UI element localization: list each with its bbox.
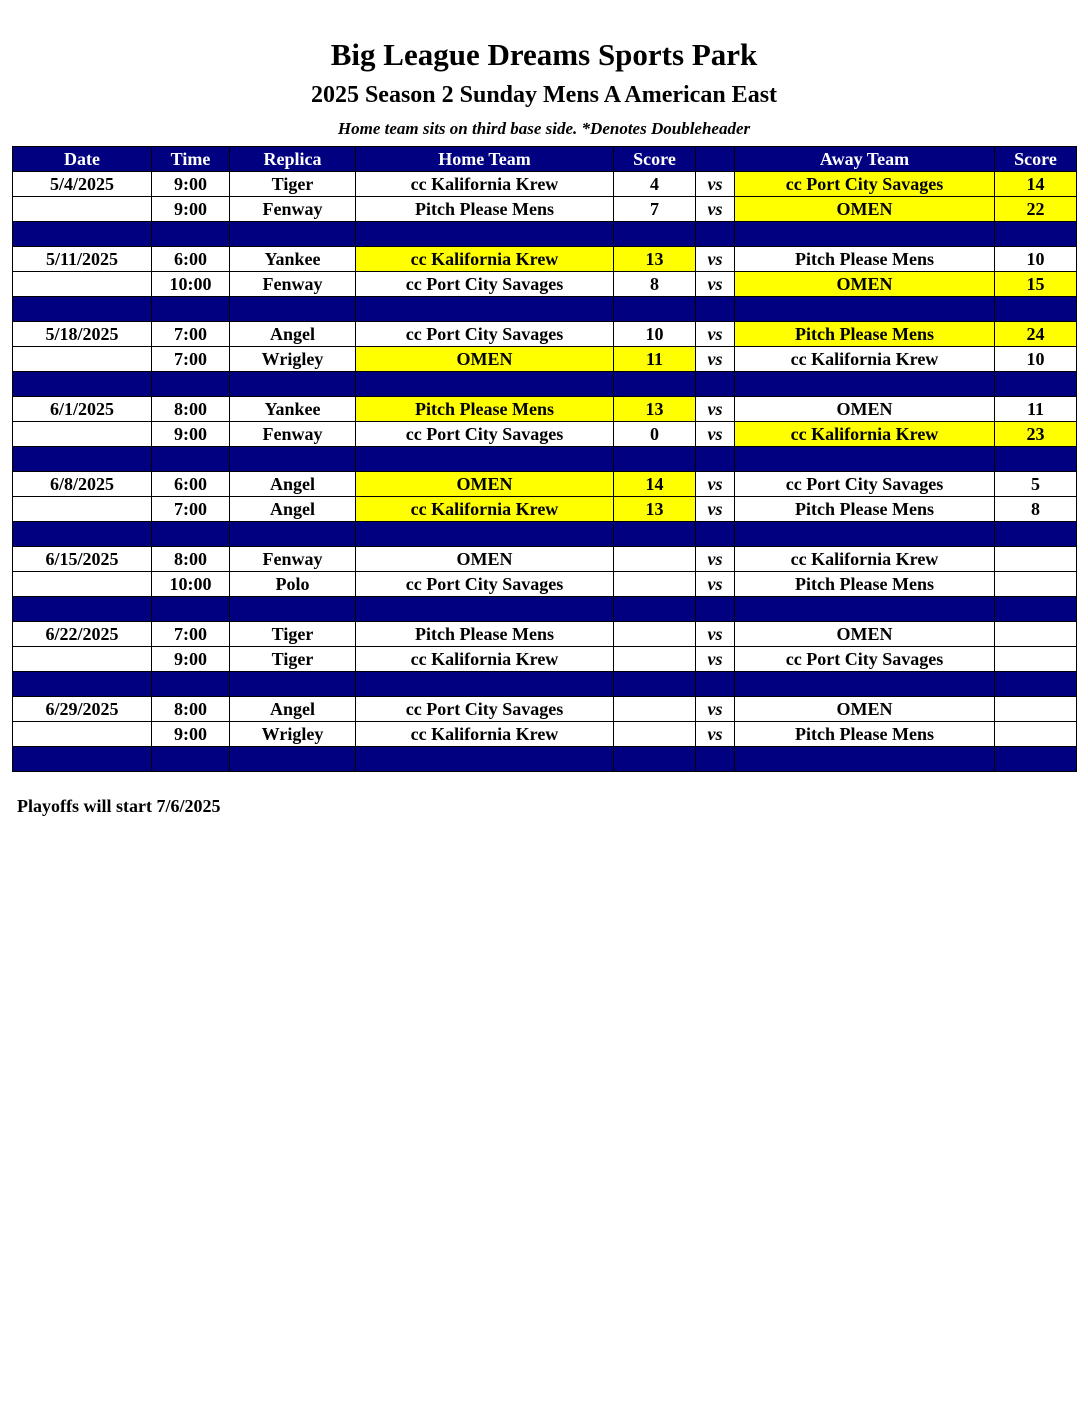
col-header-home-score: Score bbox=[614, 147, 696, 172]
spacer-cell bbox=[356, 747, 614, 772]
spacer-cell bbox=[696, 297, 735, 322]
cell-away-score bbox=[995, 572, 1077, 597]
spacer-cell bbox=[230, 447, 356, 472]
cell-time: 8:00 bbox=[152, 397, 230, 422]
cell-home-team: OMEN bbox=[356, 347, 614, 372]
cell-replica: Angel bbox=[230, 322, 356, 347]
spacer-cell bbox=[735, 372, 995, 397]
spacer-cell bbox=[696, 522, 735, 547]
schedule-note: Home team sits on third base side. *Denotes Doubleheader bbox=[337, 119, 751, 138]
spacer-cell bbox=[152, 672, 230, 697]
cell-date bbox=[13, 572, 152, 597]
cell-away-team: cc Port City Savages bbox=[735, 647, 995, 672]
table-row bbox=[13, 272, 1077, 297]
spacer-cell bbox=[995, 297, 1077, 322]
cell-vs: vs bbox=[696, 472, 735, 497]
cell-replica: Polo bbox=[230, 572, 356, 597]
cell-replica: Fenway bbox=[230, 547, 356, 572]
spacer-cell bbox=[13, 522, 152, 547]
spacer-cell bbox=[995, 672, 1077, 697]
header-row bbox=[13, 147, 1077, 172]
cell-home-team: OMEN bbox=[356, 547, 614, 572]
table-row bbox=[13, 322, 1077, 347]
page-title: Big League Dreams Sports Park bbox=[330, 37, 758, 72]
table-row bbox=[13, 722, 1077, 747]
spacer-cell bbox=[995, 447, 1077, 472]
table-row bbox=[13, 247, 1077, 272]
spacer-cell bbox=[152, 597, 230, 622]
spacer-row bbox=[13, 672, 1077, 697]
cell-vs: vs bbox=[696, 647, 735, 672]
cell-home-team: cc Port City Savages bbox=[356, 272, 614, 297]
cell-home-team: cc Port City Savages bbox=[356, 697, 614, 722]
spacer-row bbox=[13, 447, 1077, 472]
cell-vs: vs bbox=[696, 322, 735, 347]
cell-home-score bbox=[614, 622, 696, 647]
table-row bbox=[13, 347, 1077, 372]
cell-time: 6:00 bbox=[152, 247, 230, 272]
playoffs-note: Playoffs will start 7/6/2025 bbox=[17, 796, 221, 816]
spacer-cell bbox=[230, 522, 356, 547]
cell-away-team: OMEN bbox=[735, 622, 995, 647]
spacer-cell bbox=[230, 747, 356, 772]
cell-vs: vs bbox=[696, 197, 735, 222]
cell-replica: Tiger bbox=[230, 622, 356, 647]
cell-home-score bbox=[614, 572, 696, 597]
spacer-row bbox=[13, 597, 1077, 622]
spacer-cell bbox=[230, 297, 356, 322]
cell-replica: Fenway bbox=[230, 422, 356, 447]
col-header-date: Date bbox=[13, 147, 152, 172]
cell-time: 9:00 bbox=[152, 422, 230, 447]
spacer-cell bbox=[614, 597, 696, 622]
table-row bbox=[13, 397, 1077, 422]
cell-vs: vs bbox=[696, 497, 735, 522]
cell-home-score: 11 bbox=[614, 347, 696, 372]
spacer-row bbox=[13, 522, 1077, 547]
col-header-vs bbox=[696, 147, 735, 172]
cell-away-score: 8 bbox=[995, 497, 1077, 522]
cell-date bbox=[13, 347, 152, 372]
cell-home-score bbox=[614, 547, 696, 572]
spacer-cell bbox=[735, 597, 995, 622]
cell-time: 8:00 bbox=[152, 547, 230, 572]
col-header-home-team: Home Team bbox=[356, 147, 614, 172]
cell-home-team: Pitch Please Mens bbox=[356, 197, 614, 222]
cell-date: 6/15/2025 bbox=[13, 547, 152, 572]
table-row bbox=[13, 472, 1077, 497]
cell-away-team: cc Kalifornia Krew bbox=[735, 422, 995, 447]
cell-date bbox=[13, 647, 152, 672]
table-row bbox=[13, 172, 1077, 197]
spacer-row bbox=[13, 372, 1077, 397]
spacer-cell bbox=[696, 372, 735, 397]
spacer-cell bbox=[995, 372, 1077, 397]
cell-home-score: 13 bbox=[614, 247, 696, 272]
spacer-cell bbox=[696, 597, 735, 622]
table-row bbox=[13, 422, 1077, 447]
cell-home-team: cc Kalifornia Krew bbox=[356, 497, 614, 522]
spacer-cell bbox=[356, 447, 614, 472]
cell-time: 9:00 bbox=[152, 172, 230, 197]
cell-home-score: 7 bbox=[614, 197, 696, 222]
spacer-cell bbox=[356, 672, 614, 697]
spacer-cell bbox=[735, 222, 995, 247]
cell-date: 6/1/2025 bbox=[13, 397, 152, 422]
cell-date: 6/8/2025 bbox=[13, 472, 152, 497]
spacer-cell bbox=[152, 522, 230, 547]
cell-away-score bbox=[995, 622, 1077, 647]
cell-replica: Wrigley bbox=[230, 722, 356, 747]
spacer-cell bbox=[614, 222, 696, 247]
cell-home-score: 0 bbox=[614, 422, 696, 447]
cell-replica: Fenway bbox=[230, 272, 356, 297]
table-row bbox=[13, 697, 1077, 722]
cell-away-score: 10 bbox=[995, 247, 1077, 272]
spacer-cell bbox=[230, 372, 356, 397]
cell-time: 7:00 bbox=[152, 347, 230, 372]
cell-away-score: 22 bbox=[995, 197, 1077, 222]
cell-vs: vs bbox=[696, 547, 735, 572]
cell-replica: Angel bbox=[230, 697, 356, 722]
spacer-cell bbox=[356, 297, 614, 322]
cell-vs: vs bbox=[696, 697, 735, 722]
cell-home-score bbox=[614, 722, 696, 747]
cell-away-score: 23 bbox=[995, 422, 1077, 447]
spacer-cell bbox=[13, 372, 152, 397]
cell-home-team: cc Port City Savages bbox=[356, 322, 614, 347]
cell-away-team: cc Port City Savages bbox=[735, 172, 995, 197]
spacer-cell bbox=[614, 372, 696, 397]
schedule-table bbox=[12, 146, 1077, 772]
cell-home-team: cc Kalifornia Krew bbox=[356, 722, 614, 747]
cell-away-team: cc Port City Savages bbox=[735, 472, 995, 497]
cell-home-team: cc Kalifornia Krew bbox=[356, 247, 614, 272]
cell-away-team: cc Kalifornia Krew bbox=[735, 547, 995, 572]
table-row bbox=[13, 647, 1077, 672]
cell-date bbox=[13, 497, 152, 522]
cell-away-team: OMEN bbox=[735, 697, 995, 722]
spacer-cell bbox=[696, 747, 735, 772]
spacer-cell bbox=[696, 222, 735, 247]
spacer-cell bbox=[614, 522, 696, 547]
spacer-cell bbox=[230, 222, 356, 247]
cell-replica: Fenway bbox=[230, 197, 356, 222]
spacer-cell bbox=[230, 597, 356, 622]
cell-away-score: 15 bbox=[995, 272, 1077, 297]
cell-away-team: Pitch Please Mens bbox=[735, 322, 995, 347]
col-header-away-score: Score bbox=[995, 147, 1077, 172]
spacer-cell bbox=[152, 447, 230, 472]
page-subtitle: 2025 Season 2 Sunday Mens A American East bbox=[310, 82, 778, 108]
cell-time: 6:00 bbox=[152, 472, 230, 497]
spacer-cell bbox=[13, 747, 152, 772]
cell-vs: vs bbox=[696, 572, 735, 597]
cell-away-team: cc Kalifornia Krew bbox=[735, 347, 995, 372]
cell-home-score: 13 bbox=[614, 497, 696, 522]
cell-away-score: 11 bbox=[995, 397, 1077, 422]
cell-date bbox=[13, 422, 152, 447]
cell-away-team: Pitch Please Mens bbox=[735, 572, 995, 597]
cell-away-score: 5 bbox=[995, 472, 1077, 497]
cell-home-team: Pitch Please Mens bbox=[356, 397, 614, 422]
table-row bbox=[13, 622, 1077, 647]
spacer-cell bbox=[995, 747, 1077, 772]
spacer-row bbox=[13, 747, 1077, 772]
spacer-cell bbox=[696, 672, 735, 697]
cell-date bbox=[13, 197, 152, 222]
cell-time: 9:00 bbox=[152, 722, 230, 747]
cell-home-team: OMEN bbox=[356, 472, 614, 497]
cell-away-team: OMEN bbox=[735, 272, 995, 297]
cell-away-score: 10 bbox=[995, 347, 1077, 372]
cell-date: 5/4/2025 bbox=[13, 172, 152, 197]
spacer-cell bbox=[13, 447, 152, 472]
cell-home-score: 13 bbox=[614, 397, 696, 422]
cell-replica: Wrigley bbox=[230, 347, 356, 372]
cell-replica: Tiger bbox=[230, 647, 356, 672]
cell-home-score: 10 bbox=[614, 322, 696, 347]
cell-home-team: cc Kalifornia Krew bbox=[356, 172, 614, 197]
table-row bbox=[13, 572, 1077, 597]
cell-away-team: Pitch Please Mens bbox=[735, 722, 995, 747]
cell-vs: vs bbox=[696, 422, 735, 447]
spacer-cell bbox=[995, 222, 1077, 247]
cell-home-team: cc Kalifornia Krew bbox=[356, 647, 614, 672]
cell-vs: vs bbox=[696, 722, 735, 747]
spacer-cell bbox=[356, 522, 614, 547]
cell-home-score: 8 bbox=[614, 272, 696, 297]
spacer-cell bbox=[735, 522, 995, 547]
spacer-row bbox=[13, 297, 1077, 322]
cell-away-score: 24 bbox=[995, 322, 1077, 347]
cell-away-team: OMEN bbox=[735, 397, 995, 422]
cell-home-team: cc Port City Savages bbox=[356, 422, 614, 447]
cell-vs: vs bbox=[696, 347, 735, 372]
cell-home-team: cc Port City Savages bbox=[356, 572, 614, 597]
cell-away-team: OMEN bbox=[735, 197, 995, 222]
col-header-away-team: Away Team bbox=[735, 147, 995, 172]
spacer-cell bbox=[735, 297, 995, 322]
cell-vs: vs bbox=[696, 247, 735, 272]
cell-away-score bbox=[995, 697, 1077, 722]
spacer-cell bbox=[230, 672, 356, 697]
spacer-cell bbox=[13, 597, 152, 622]
cell-home-team: Pitch Please Mens bbox=[356, 622, 614, 647]
cell-time: 9:00 bbox=[152, 197, 230, 222]
table-row bbox=[13, 547, 1077, 572]
spacer-cell bbox=[614, 672, 696, 697]
cell-date: 6/22/2025 bbox=[13, 622, 152, 647]
cell-replica: Angel bbox=[230, 497, 356, 522]
table-row bbox=[13, 497, 1077, 522]
spacer-cell bbox=[356, 372, 614, 397]
cell-date: 5/18/2025 bbox=[13, 322, 152, 347]
cell-away-score: 14 bbox=[995, 172, 1077, 197]
cell-time: 7:00 bbox=[152, 622, 230, 647]
spacer-cell bbox=[356, 222, 614, 247]
cell-vs: vs bbox=[696, 622, 735, 647]
spacer-cell bbox=[152, 747, 230, 772]
spacer-cell bbox=[356, 597, 614, 622]
cell-away-team: Pitch Please Mens bbox=[735, 497, 995, 522]
spacer-cell bbox=[696, 447, 735, 472]
spacer-cell bbox=[152, 297, 230, 322]
spacer-cell bbox=[614, 297, 696, 322]
spacer-cell bbox=[13, 222, 152, 247]
spacer-cell bbox=[152, 222, 230, 247]
cell-replica: Angel bbox=[230, 472, 356, 497]
cell-away-team: Pitch Please Mens bbox=[735, 247, 995, 272]
spacer-cell bbox=[995, 597, 1077, 622]
schedule-body bbox=[13, 172, 1077, 772]
spacer-cell bbox=[13, 672, 152, 697]
cell-home-score: 4 bbox=[614, 172, 696, 197]
cell-time: 9:00 bbox=[152, 647, 230, 672]
cell-time: 7:00 bbox=[152, 497, 230, 522]
cell-replica: Yankee bbox=[230, 247, 356, 272]
spacer-cell bbox=[735, 747, 995, 772]
col-header-time: Time bbox=[152, 147, 230, 172]
cell-vs: vs bbox=[696, 397, 735, 422]
spacer-cell bbox=[614, 747, 696, 772]
cell-home-score: 14 bbox=[614, 472, 696, 497]
cell-replica: Tiger bbox=[230, 172, 356, 197]
table-row bbox=[13, 197, 1077, 222]
cell-vs: vs bbox=[696, 272, 735, 297]
cell-replica: Yankee bbox=[230, 397, 356, 422]
cell-away-score bbox=[995, 722, 1077, 747]
cell-time: 8:00 bbox=[152, 697, 230, 722]
spacer-cell bbox=[614, 447, 696, 472]
cell-time: 10:00 bbox=[152, 572, 230, 597]
cell-away-score bbox=[995, 647, 1077, 672]
spacer-cell bbox=[13, 297, 152, 322]
spacer-cell bbox=[152, 372, 230, 397]
cell-home-score bbox=[614, 647, 696, 672]
cell-date bbox=[13, 722, 152, 747]
cell-date: 6/29/2025 bbox=[13, 697, 152, 722]
spacer-cell bbox=[735, 672, 995, 697]
spacer-cell bbox=[995, 522, 1077, 547]
cell-date bbox=[13, 272, 152, 297]
spacer-row bbox=[13, 222, 1077, 247]
cell-date: 5/11/2025 bbox=[13, 247, 152, 272]
spacer-cell bbox=[735, 447, 995, 472]
cell-time: 10:00 bbox=[152, 272, 230, 297]
cell-home-score bbox=[614, 697, 696, 722]
cell-time: 7:00 bbox=[152, 322, 230, 347]
cell-away-score bbox=[995, 547, 1077, 572]
col-header-replica: Replica bbox=[230, 147, 356, 172]
cell-vs: vs bbox=[696, 172, 735, 197]
